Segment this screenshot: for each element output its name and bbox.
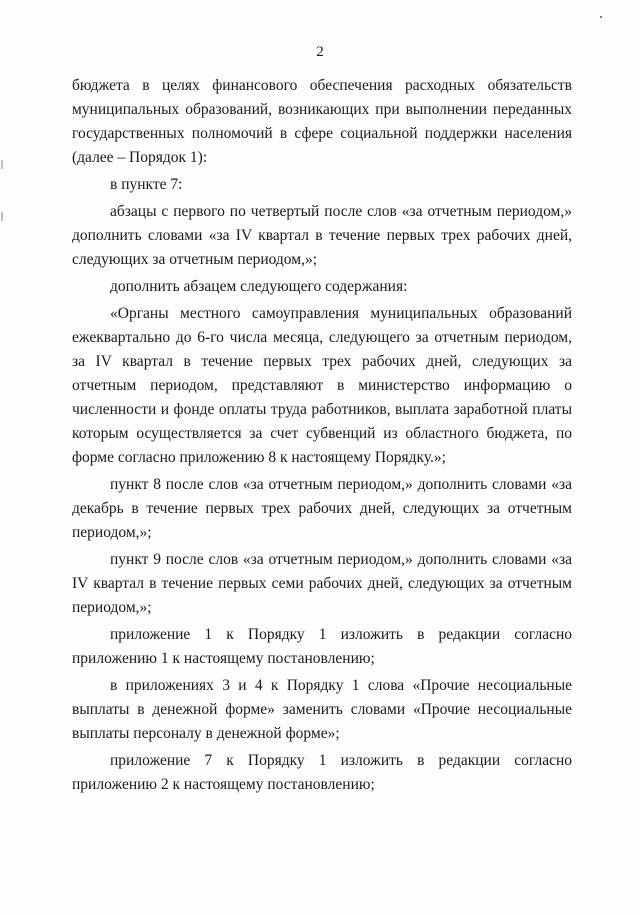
paragraph: в приложениях 3 и 4 к Порядку 1 слова «Прочие несоциальные выплаты в денежной форме» заменить словами «Прочие несоциальные выплаты персоналу в денежной форме»; — [72, 677, 572, 742]
paragraph: приложение 1 к Порядку 1 изложить в редакции согласно приложению 1 к настоящему постановлению; — [72, 626, 572, 667]
paragraph: в пункте 7: — [110, 176, 183, 193]
paragraph: «Органы местного самоуправления муниципальных образований ежеквартально до 6-го числа месяца, следующего за отчетным периодом, за IV квартал в течение первых трех рабочих дней, следующих за отчетным периодом, представляют в министерство информацию о численности и фонде оплаты труда работников, выплата заработной платы которым осуществляется за счет субвенций из областного бюджета, по форме согласно приложению 8 к настоящему Порядку.»; — [72, 305, 572, 466]
paragraph: абзацы с первого по четвертый после слов «за отчетным периодом,» дополнить словами «за IV квартал в течение первых трех рабочих дней, следующих за отчетным периодом,»; — [72, 203, 572, 268]
document-body — [72, 74, 572, 800]
page-number: 2 — [316, 44, 324, 60]
paragraph: бюджета в целях финансового обеспечения расходных обязательств муниципальных образований, возникающих при выполнении переданных государственных полномочий в сфере социальной поддержки населения (далее – Порядок 1): — [72, 77, 572, 166]
scan-margin-mark — [1, 212, 3, 221]
paragraph: дополнить абзацем следующего содержания: — [110, 278, 408, 295]
paragraph: приложение 7 к Порядку 1 изложить в редакции согласно приложению 2 к настоящему постановлению; — [72, 752, 572, 793]
paragraph: пункт 9 после слов «за отчетным периодом,» дополнить словами «за IV квартал в течение первых семи рабочих дней, следующих за отчетным периодом,»; — [72, 551, 572, 616]
scan-margin-mark — [1, 160, 3, 169]
paragraph: пункт 8 после слов «за отчетным периодом,» дополнить словами «за декабрь в течение первых трех рабочих дней, следующих за отчетным периодом,»; — [72, 476, 572, 541]
scan-speck — [600, 16, 602, 18]
